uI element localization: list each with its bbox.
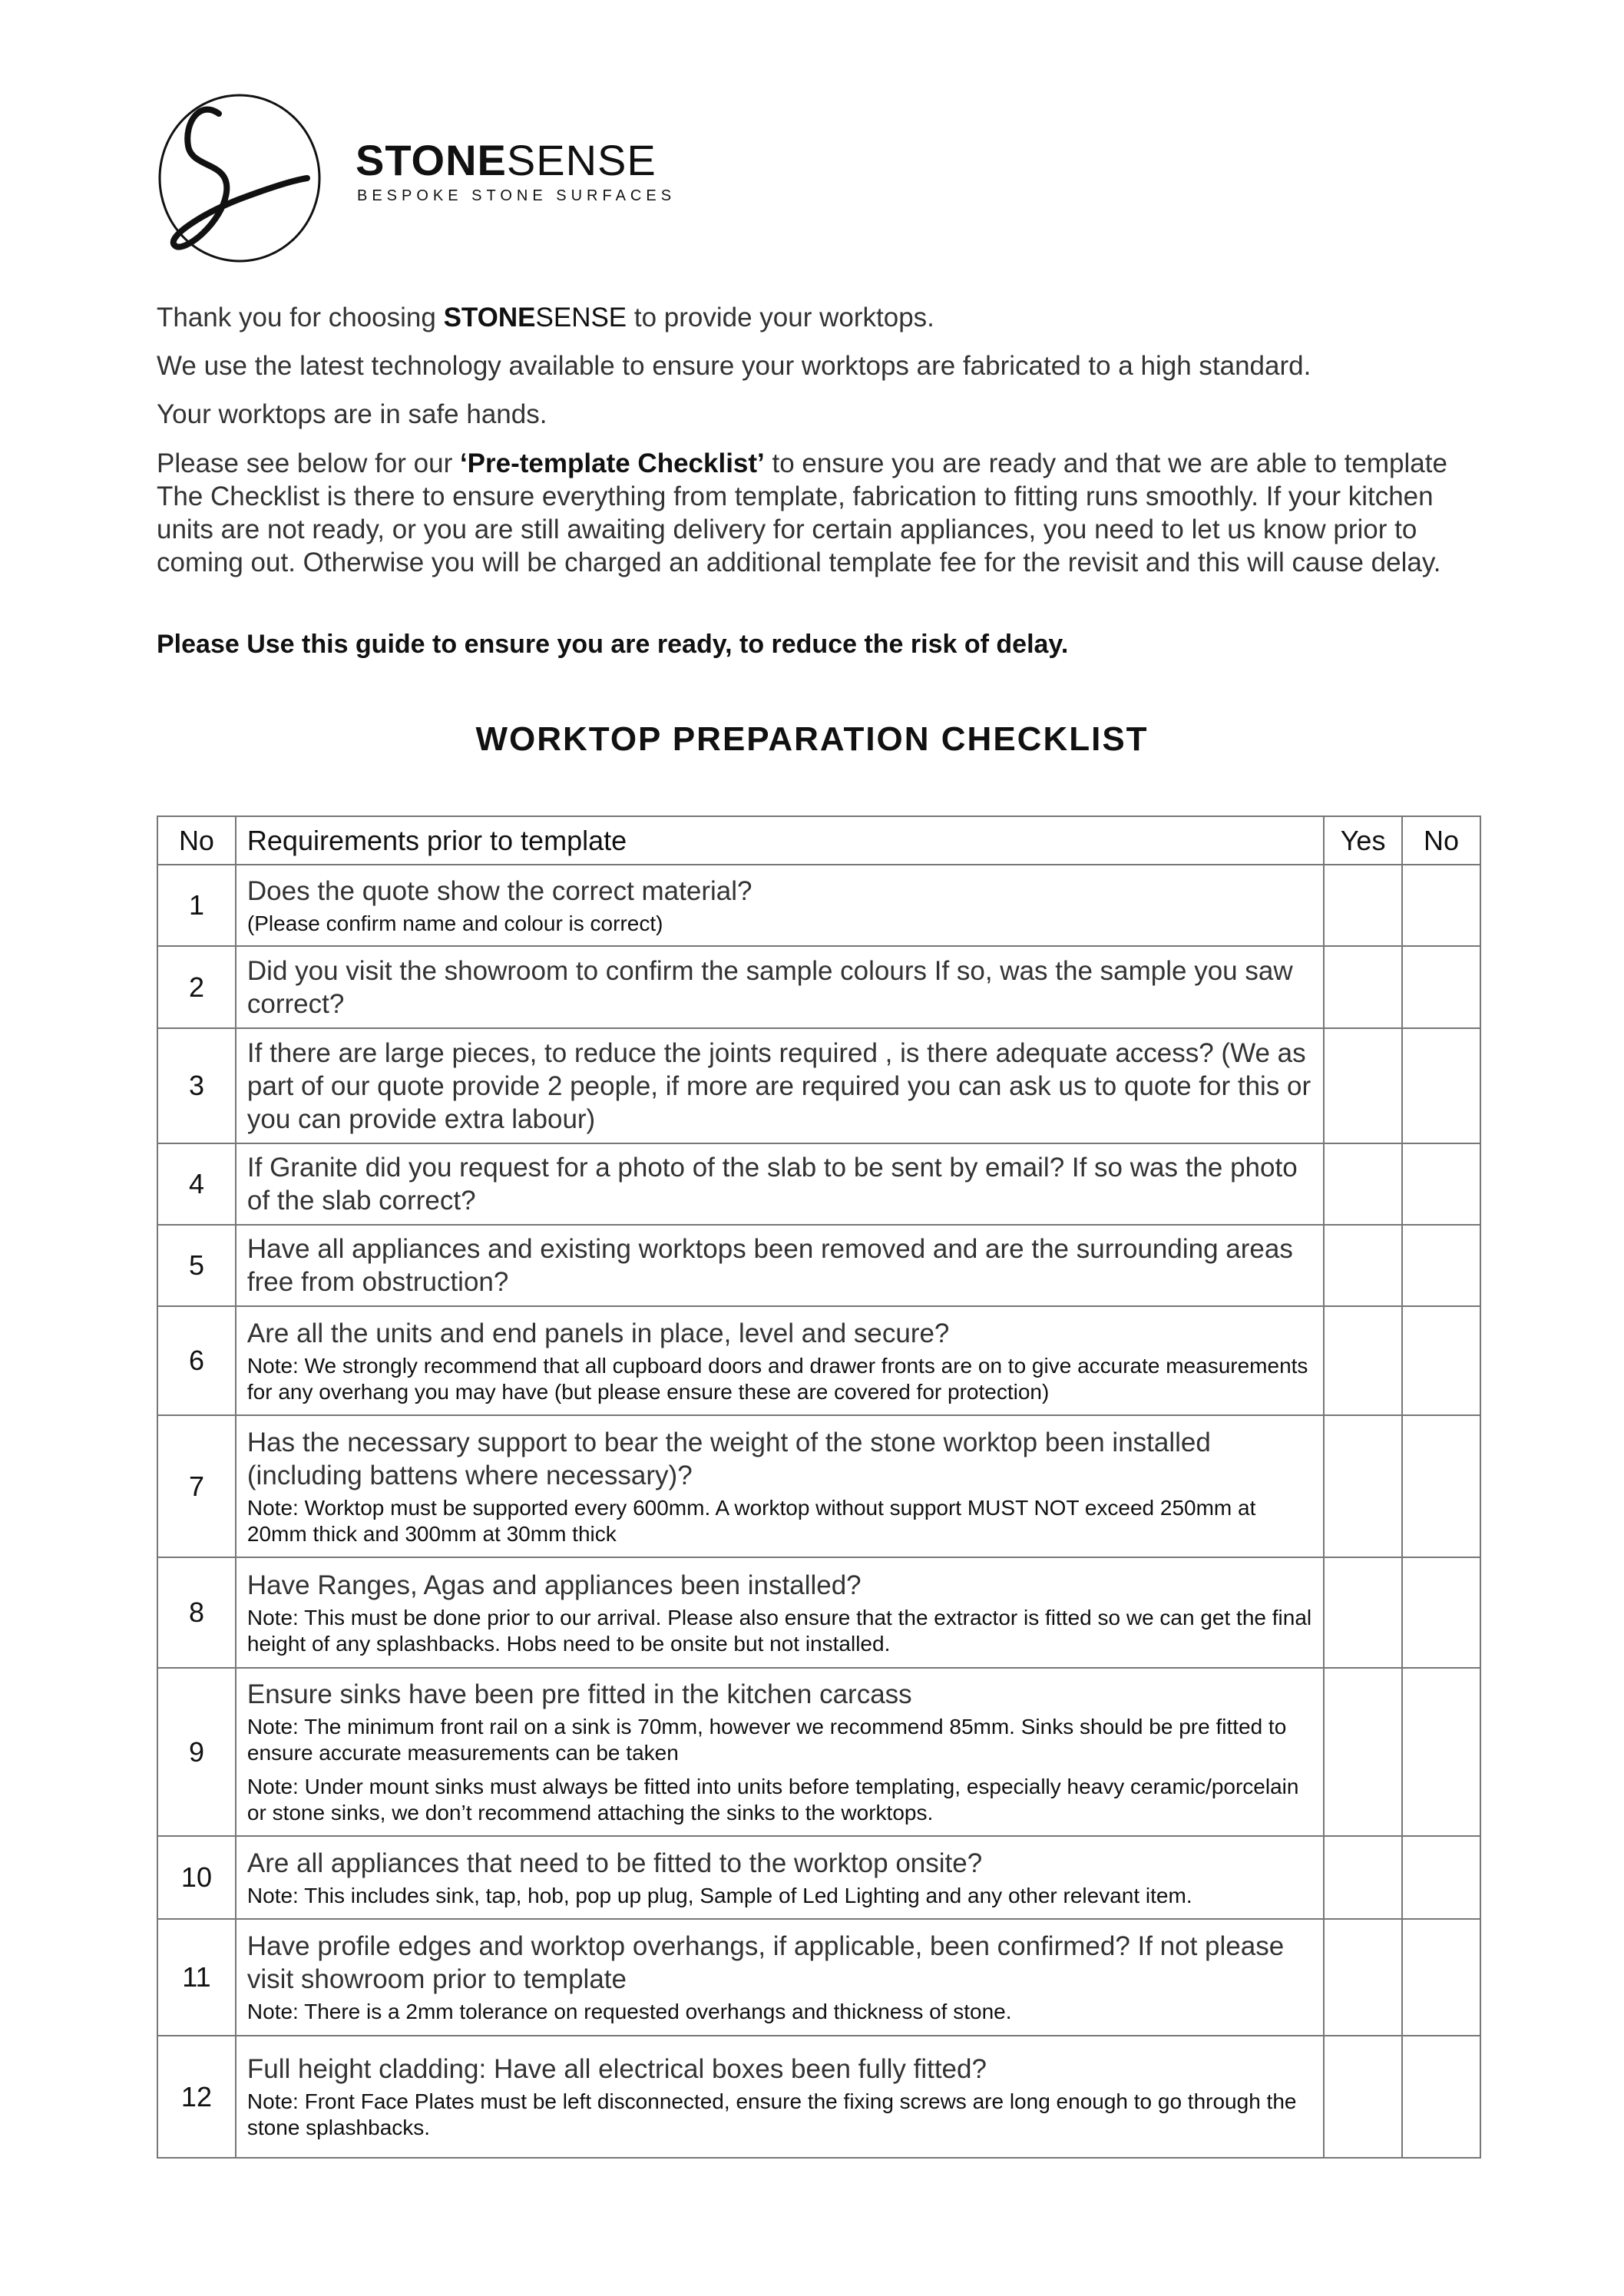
item-note: Note: We strongly recommend that all cupboard doors and drawer fronts are on to give accurate measurements for any overhang you may have (but please ensure these are covered for protection)	[246, 1353, 1308, 1404]
yes-checkbox-cell[interactable]	[1324, 1225, 1402, 1306]
table-row	[157, 1836, 1480, 1919]
yes-checkbox-cell[interactable]	[1324, 1557, 1402, 1668]
item-number: 12	[157, 2036, 236, 2158]
no-checkbox-cell[interactable]	[1402, 946, 1480, 1028]
item-note: Note: The minimum front rail on a sink is 70mm, however we recommend 85mm. Sinks should be pre fitted to ensure accurate measurements can be taken	[246, 1715, 1287, 1765]
no-checkbox-cell[interactable]	[1402, 1028, 1480, 1143]
item-question: Are all the units and end panels in place, level and secure?	[246, 1318, 950, 1348]
intro-line-1: Thank you for choosing STONESENSE to provide your worktops.	[157, 303, 934, 332]
item-question: Are all appliances that need to be fitted to the worktop onsite?	[246, 1848, 983, 1878]
item-requirement	[236, 946, 1324, 1028]
item-requirement	[236, 1836, 1324, 1919]
header-yes: Yes	[1324, 816, 1402, 865]
item-note: Note: Worktop must be supported every 600mm. A worktop without support MUST NOT exceed 250mm at 20mm thick and 300mm at 30mm thick	[246, 1495, 1256, 1546]
yes-checkbox-cell[interactable]	[1324, 1415, 1402, 1557]
table-row	[157, 2036, 1480, 2158]
item-number: 10	[157, 1836, 236, 1919]
brand-name: STONESENSE	[356, 136, 657, 184]
item-number: 11	[157, 1919, 236, 2036]
item-note: Note: Under mount sinks must always be fitted into units before templating, especially heavy ceramic/porcelain or stone sinks, we don’t recommend attaching the sinks to the worktops.	[246, 1775, 1299, 1825]
item-question: Full height cladding: Have all electrical boxes been fully fitted?	[246, 2054, 987, 2084]
item-note: (Please confirm name and colour is correct)	[246, 911, 663, 935]
yes-checkbox-cell[interactable]	[1324, 946, 1402, 1028]
yes-checkbox-cell[interactable]	[1324, 1306, 1402, 1415]
item-requirement	[236, 1557, 1324, 1668]
table-row	[157, 1557, 1480, 1668]
no-checkbox-cell[interactable]	[1402, 2036, 1480, 2158]
item-note: Note: This must be done prior to our arrival. Please also ensure that the extractor is fitted so we can get the final height of any splashbacks. Hobs need to be onsite but not installed.	[246, 1605, 1312, 1656]
item-number: 4	[157, 1143, 236, 1225]
table-row	[157, 1668, 1480, 1836]
yes-checkbox-cell[interactable]	[1324, 1668, 1402, 1836]
item-number: 5	[157, 1225, 236, 1306]
table-header-row	[157, 816, 1480, 865]
yes-checkbox-cell[interactable]	[1324, 865, 1402, 946]
item-number: 8	[157, 1557, 236, 1668]
item-note: Note: Front Face Plates must be left disconnected, ensure the fixing screws are long enough to go through the stone splashbacks.	[246, 2089, 1297, 2139]
item-number: 3	[157, 1028, 236, 1143]
item-requirement	[236, 2036, 1324, 2158]
item-question: Have all appliances and existing worktops been removed and are the surrounding areas free from obstruction?	[246, 1234, 1293, 1297]
item-question: Has the necessary support to bear the weight of the stone worktop been installed (including battens where necessary)?	[246, 1427, 1211, 1490]
item-number: 6	[157, 1306, 236, 1415]
intro-closing: Please Use this guide to ensure you are ready, to reduce the risk of delay.	[157, 630, 1069, 659]
item-question: Have Ranges, Agas and appliances been installed?	[246, 1570, 862, 1600]
table-row	[157, 946, 1480, 1028]
table-row	[157, 1143, 1480, 1225]
item-requirement	[236, 1028, 1324, 1143]
no-checkbox-cell[interactable]	[1402, 1306, 1480, 1415]
item-number: 9	[157, 1668, 236, 1836]
header-no-answer: No	[1402, 816, 1480, 865]
item-question: Ensure sinks have been pre fitted in the kitchen carcass	[246, 1679, 912, 1709]
no-checkbox-cell[interactable]	[1402, 1836, 1480, 1919]
item-requirement	[236, 1668, 1324, 1836]
table-row	[157, 1306, 1480, 1415]
item-question: Did you visit the showroom to confirm the sample colours If so, was the sample you saw correct?	[246, 955, 1293, 1019]
item-requirement	[236, 865, 1324, 946]
header-requirements: Requirements prior to template	[236, 816, 1324, 865]
table-row	[157, 865, 1480, 946]
item-question: Have profile edges and worktop overhangs, if applicable, been confirmed? If not please visit showroom prior to template	[246, 1931, 1285, 1994]
item-requirement	[236, 1306, 1324, 1415]
no-checkbox-cell[interactable]	[1402, 1225, 1480, 1306]
table-row	[157, 1919, 1480, 2036]
item-requirement	[236, 1143, 1324, 1225]
header-no: No	[157, 816, 236, 865]
table-row	[157, 1028, 1480, 1143]
item-number: 1	[157, 865, 236, 946]
table-row	[157, 1415, 1480, 1557]
intro-line-2: We use the latest technology available to ensure your worktops are fabricated to a high standard.	[157, 351, 1311, 381]
brand-tagline: BESPOKE STONE SURFACES	[357, 187, 676, 204]
checklist-table	[157, 816, 1481, 2159]
no-checkbox-cell[interactable]	[1402, 1919, 1480, 2036]
item-number: 2	[157, 946, 236, 1028]
no-checkbox-cell[interactable]	[1402, 1668, 1480, 1836]
item-requirement	[236, 1919, 1324, 2036]
no-checkbox-cell[interactable]	[1402, 1557, 1480, 1668]
stonesense-logo-icon	[154, 92, 326, 265]
item-note: Note: This includes sink, tap, hob, pop up plug, Sample of Led Lighting and any other relevant item.	[246, 1883, 1192, 1907]
item-requirement	[236, 1225, 1324, 1306]
yes-checkbox-cell[interactable]	[1324, 1919, 1402, 2036]
table-row	[157, 1225, 1480, 1306]
no-checkbox-cell[interactable]	[1402, 1415, 1480, 1557]
item-note: Note: There is a 2mm tolerance on requested overhangs and thickness of stone.	[246, 2000, 1012, 2023]
yes-checkbox-cell[interactable]	[1324, 1836, 1402, 1919]
item-requirement	[236, 1415, 1324, 1557]
item-question: If Granite did you request for a photo of the slab to be sent by email? If so was the photo of the slab correct?	[246, 1153, 1298, 1216]
yes-checkbox-cell[interactable]	[1324, 1143, 1402, 1225]
item-question: Does the quote show the correct material?	[246, 875, 752, 906]
item-question: If there are large pieces, to reduce the joints required , is there adequate access? (We as part of our quote provide 2 people, if more are required you can ask us to quote for this or you can provide extra labour)	[246, 1037, 1311, 1134]
intro-line-3: Your worktops are in safe hands.	[157, 399, 547, 429]
no-checkbox-cell[interactable]	[1402, 1143, 1480, 1225]
intro-paragraph: Please see below for our ‘Pre-template Checklist’ to ensure you are ready and that we are able to template The Checklist is there to ensure everything from template, fabrication to fitting runs smoothly. If your kitchen units are not ready, or you are still awaiting delivery for certain appliances, you need to let us know prior to coming out. Otherwise you will be charged an additional template fee for the revisit and this will cause delay.	[157, 448, 1447, 577]
no-checkbox-cell[interactable]	[1402, 865, 1480, 946]
yes-checkbox-cell[interactable]	[1324, 2036, 1402, 2158]
item-number: 7	[157, 1415, 236, 1557]
checklist-title: WORKTOP PREPARATION CHECKLIST	[475, 720, 1149, 758]
yes-checkbox-cell[interactable]	[1324, 1028, 1402, 1143]
